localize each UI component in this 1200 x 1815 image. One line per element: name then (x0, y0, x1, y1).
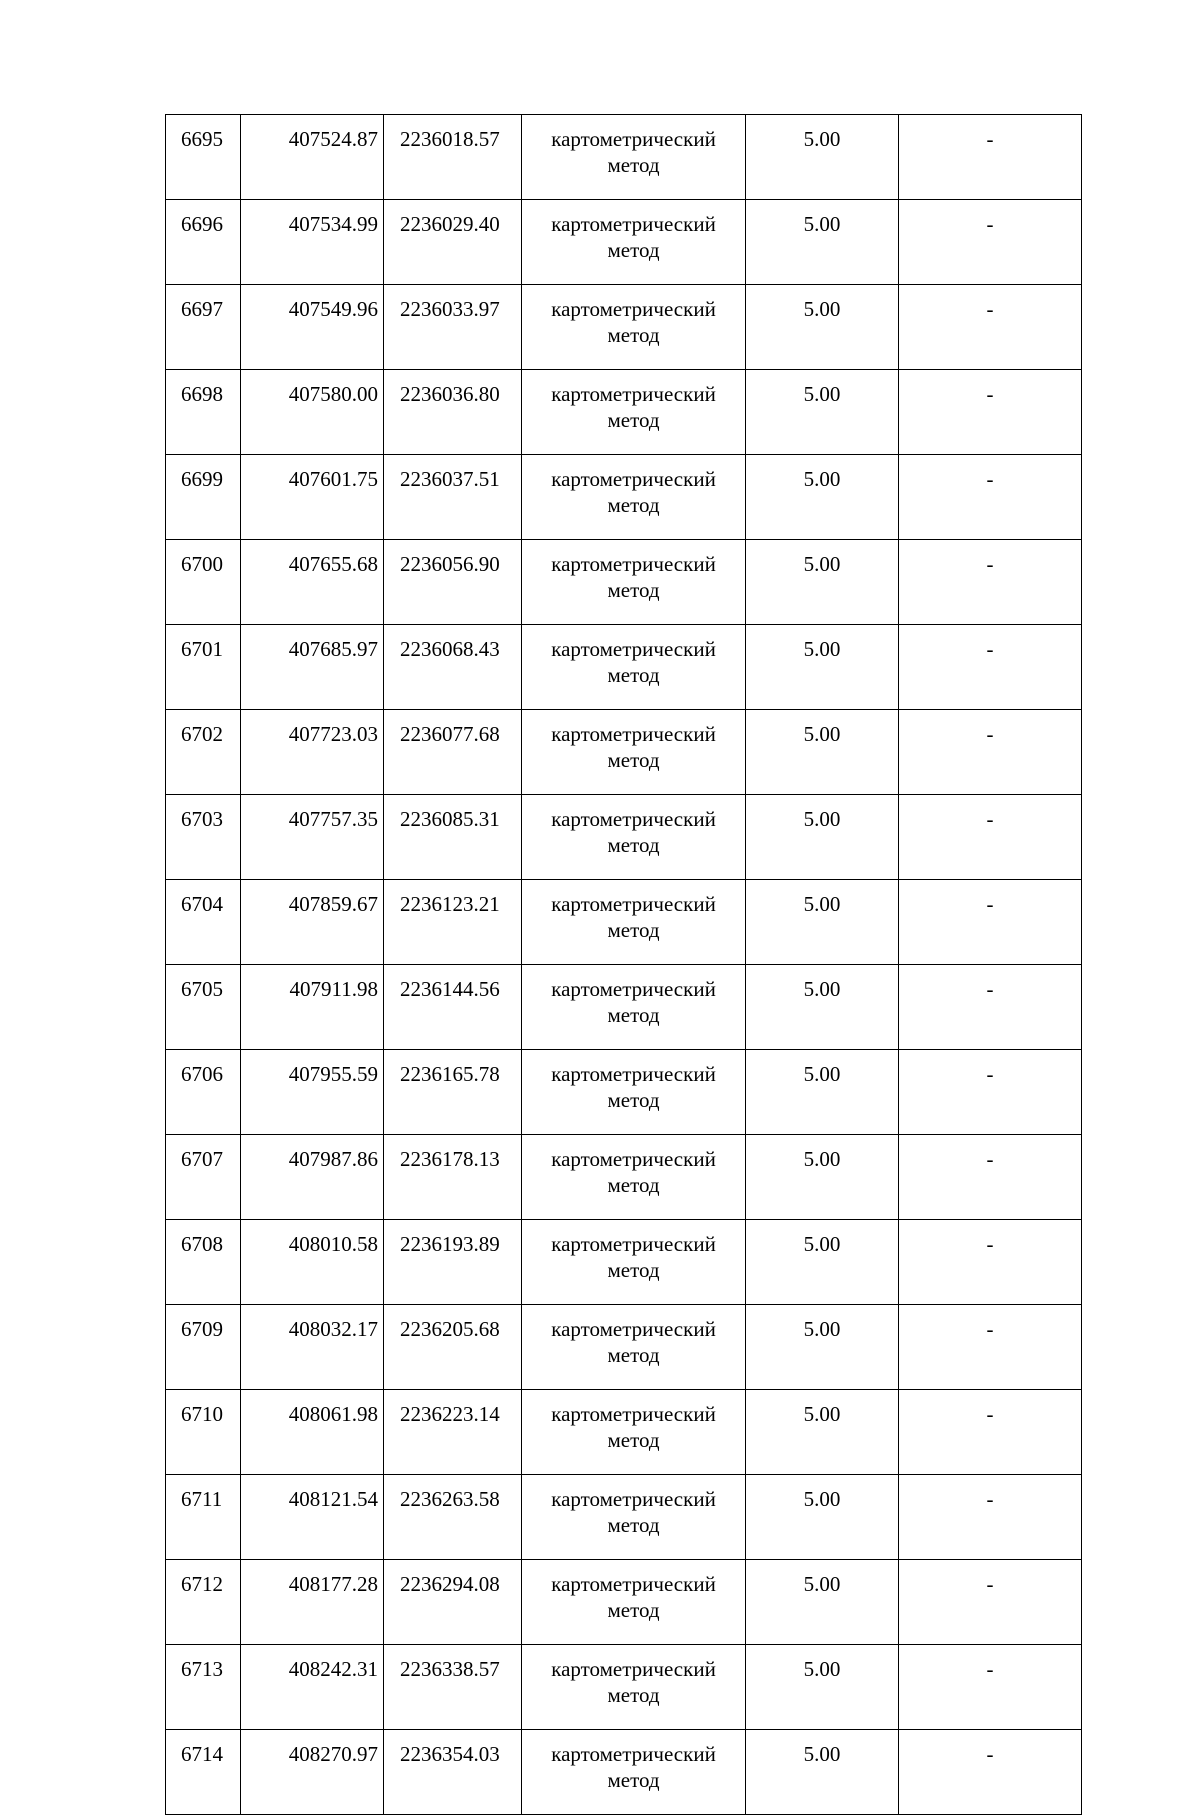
y-coordinate-cell: 2236029.40 (384, 200, 522, 285)
method-line-2: метод (607, 1003, 660, 1027)
table-row (166, 1645, 1082, 1730)
description-cell: - (899, 540, 1082, 625)
method-line-1: картометрический (551, 382, 716, 406)
table-row (166, 540, 1082, 625)
method-line-1: картометрический (551, 297, 716, 321)
y-coordinate-cell: 2236193.89 (384, 1220, 522, 1305)
point-number-cell: 6700 (166, 540, 241, 625)
method-line-1: картометрический (551, 467, 716, 491)
y-coordinate-cell: 2236338.57 (384, 1645, 522, 1730)
point-number-cell: 6705 (166, 965, 241, 1050)
method-line-2: метод (607, 493, 660, 517)
method-line-2: метод (607, 153, 660, 177)
x-coordinate-cell: 407580.00 (241, 370, 384, 455)
method-cell (522, 1475, 746, 1560)
method-line-1: картометрический (551, 1062, 716, 1086)
method-line-1: картометрический (551, 1317, 716, 1341)
x-coordinate-cell: 407911.98 (241, 965, 384, 1050)
accuracy-cell: 5.00 (746, 880, 899, 965)
x-coordinate-cell: 408010.58 (241, 1220, 384, 1305)
accuracy-cell: 5.00 (746, 710, 899, 795)
accuracy-cell: 5.00 (746, 965, 899, 1050)
y-coordinate-cell: 2236068.43 (384, 625, 522, 710)
accuracy-cell: 5.00 (746, 115, 899, 200)
x-coordinate-cell: 407859.67 (241, 880, 384, 965)
accuracy-cell: 5.00 (746, 1050, 899, 1135)
x-coordinate-cell: 407549.96 (241, 285, 384, 370)
method-cell (522, 1390, 746, 1475)
table-row (166, 1135, 1082, 1220)
y-coordinate-cell: 2236178.13 (384, 1135, 522, 1220)
y-coordinate-cell: 2236056.90 (384, 540, 522, 625)
description-cell: - (899, 710, 1082, 795)
y-coordinate-cell: 2236033.97 (384, 285, 522, 370)
method-line-2: метод (607, 323, 660, 347)
method-line-2: метод (607, 1683, 660, 1707)
table-row (166, 1050, 1082, 1135)
point-number-cell: 6712 (166, 1560, 241, 1645)
point-number-cell: 6707 (166, 1135, 241, 1220)
method-line-2: метод (607, 748, 660, 772)
accuracy-cell: 5.00 (746, 285, 899, 370)
method-line-2: метод (607, 1598, 660, 1622)
y-coordinate-cell: 2236085.31 (384, 795, 522, 880)
coordinates-table (165, 114, 1082, 1815)
y-coordinate-cell: 2236018.57 (384, 115, 522, 200)
y-coordinate-cell: 2236144.56 (384, 965, 522, 1050)
table-row (166, 795, 1082, 880)
accuracy-cell: 5.00 (746, 1220, 899, 1305)
method-cell (522, 1050, 746, 1135)
x-coordinate-cell: 407757.35 (241, 795, 384, 880)
method-cell (522, 710, 746, 795)
table-row (166, 625, 1082, 710)
point-number-cell: 6711 (166, 1475, 241, 1560)
y-coordinate-cell: 2236165.78 (384, 1050, 522, 1135)
method-cell (522, 1645, 746, 1730)
y-coordinate-cell: 2236294.08 (384, 1560, 522, 1645)
accuracy-cell: 5.00 (746, 200, 899, 285)
method-line-1: картометрический (551, 1572, 716, 1596)
x-coordinate-cell: 408242.31 (241, 1645, 384, 1730)
description-cell: - (899, 880, 1082, 965)
y-coordinate-cell: 2236036.80 (384, 370, 522, 455)
point-number-cell: 6699 (166, 455, 241, 540)
method-cell (522, 625, 746, 710)
description-cell: - (899, 1390, 1082, 1475)
description-cell: - (899, 370, 1082, 455)
point-number-cell: 6703 (166, 795, 241, 880)
method-cell (522, 370, 746, 455)
table-row (166, 965, 1082, 1050)
description-cell: - (899, 965, 1082, 1050)
method-line-2: метод (607, 238, 660, 262)
method-cell (522, 1220, 746, 1305)
method-cell (522, 115, 746, 200)
description-cell: - (899, 1135, 1082, 1220)
point-number-cell: 6714 (166, 1730, 241, 1815)
table-row (166, 1560, 1082, 1645)
point-number-cell: 6702 (166, 710, 241, 795)
description-cell: - (899, 455, 1082, 540)
method-line-1: картометрический (551, 552, 716, 576)
accuracy-cell: 5.00 (746, 540, 899, 625)
description-cell: - (899, 1645, 1082, 1730)
point-number-cell: 6704 (166, 880, 241, 965)
description-cell: - (899, 1730, 1082, 1815)
method-line-2: метод (607, 1173, 660, 1197)
method-cell (522, 1730, 746, 1815)
accuracy-cell: 5.00 (746, 370, 899, 455)
x-coordinate-cell: 407601.75 (241, 455, 384, 540)
table-row (166, 370, 1082, 455)
point-number-cell: 6706 (166, 1050, 241, 1135)
method-line-1: картометрический (551, 1742, 716, 1766)
x-coordinate-cell: 407534.99 (241, 200, 384, 285)
point-number-cell: 6710 (166, 1390, 241, 1475)
x-coordinate-cell: 408177.28 (241, 1560, 384, 1645)
description-cell: - (899, 115, 1082, 200)
method-cell (522, 1305, 746, 1390)
y-coordinate-cell: 2236077.68 (384, 710, 522, 795)
table-row (166, 285, 1082, 370)
method-cell (522, 540, 746, 625)
method-line-2: метод (607, 663, 660, 687)
point-number-cell: 6709 (166, 1305, 241, 1390)
accuracy-cell: 5.00 (746, 1475, 899, 1560)
method-line-1: картометрический (551, 977, 716, 1001)
method-line-2: метод (607, 833, 660, 857)
y-coordinate-cell: 2236263.58 (384, 1475, 522, 1560)
table-row (166, 115, 1082, 200)
accuracy-cell: 5.00 (746, 1135, 899, 1220)
point-number-cell: 6701 (166, 625, 241, 710)
x-coordinate-cell: 407723.03 (241, 710, 384, 795)
method-cell (522, 880, 746, 965)
method-cell (522, 1135, 746, 1220)
method-line-1: картометрический (551, 1232, 716, 1256)
accuracy-cell: 5.00 (746, 795, 899, 880)
accuracy-cell: 5.00 (746, 1560, 899, 1645)
accuracy-cell: 5.00 (746, 455, 899, 540)
y-coordinate-cell: 2236354.03 (384, 1730, 522, 1815)
method-line-2: метод (607, 1258, 660, 1282)
method-line-2: метод (607, 1428, 660, 1452)
method-line-2: метод (607, 578, 660, 602)
description-cell: - (899, 1305, 1082, 1390)
method-line-2: метод (607, 918, 660, 942)
table-row (166, 710, 1082, 795)
table-row (166, 1475, 1082, 1560)
method-line-1: картометрический (551, 212, 716, 236)
x-coordinate-cell: 408270.97 (241, 1730, 384, 1815)
method-cell (522, 285, 746, 370)
x-coordinate-cell: 407524.87 (241, 115, 384, 200)
method-line-2: метод (607, 1513, 660, 1537)
point-number-cell: 6695 (166, 115, 241, 200)
y-coordinate-cell: 2236037.51 (384, 455, 522, 540)
x-coordinate-cell: 408061.98 (241, 1390, 384, 1475)
description-cell: - (899, 285, 1082, 370)
point-number-cell: 6698 (166, 370, 241, 455)
coordinates-table-body (166, 115, 1082, 1815)
description-cell: - (899, 625, 1082, 710)
x-coordinate-cell: 407955.59 (241, 1050, 384, 1135)
table-row (166, 200, 1082, 285)
method-cell (522, 200, 746, 285)
method-line-2: метод (607, 408, 660, 432)
point-number-cell: 6696 (166, 200, 241, 285)
method-line-1: картометрический (551, 722, 716, 746)
table-row (166, 1220, 1082, 1305)
method-cell (522, 965, 746, 1050)
method-line-1: картометрический (551, 127, 716, 151)
table-row (166, 1390, 1082, 1475)
method-cell (522, 795, 746, 880)
x-coordinate-cell: 407685.97 (241, 625, 384, 710)
accuracy-cell: 5.00 (746, 625, 899, 710)
point-number-cell: 6697 (166, 285, 241, 370)
description-cell: - (899, 795, 1082, 880)
x-coordinate-cell: 408121.54 (241, 1475, 384, 1560)
description-cell: - (899, 1050, 1082, 1135)
point-number-cell: 6713 (166, 1645, 241, 1730)
method-line-1: картометрический (551, 1147, 716, 1171)
point-number-cell: 6708 (166, 1220, 241, 1305)
table-row (166, 1730, 1082, 1815)
method-line-2: метод (607, 1088, 660, 1112)
accuracy-cell: 5.00 (746, 1730, 899, 1815)
method-line-1: картометрический (551, 892, 716, 916)
table-row (166, 1305, 1082, 1390)
y-coordinate-cell: 2236123.21 (384, 880, 522, 965)
accuracy-cell: 5.00 (746, 1305, 899, 1390)
table-row (166, 880, 1082, 965)
method-line-2: метод (607, 1768, 660, 1792)
table-row (166, 455, 1082, 540)
description-cell: - (899, 1220, 1082, 1305)
description-cell: - (899, 1560, 1082, 1645)
y-coordinate-cell: 2236205.68 (384, 1305, 522, 1390)
description-cell: - (899, 200, 1082, 285)
accuracy-cell: 5.00 (746, 1645, 899, 1730)
method-line-1: картометрический (551, 1657, 716, 1681)
x-coordinate-cell: 407655.68 (241, 540, 384, 625)
accuracy-cell: 5.00 (746, 1390, 899, 1475)
method-line-1: картометрический (551, 807, 716, 831)
method-line-1: картометрический (551, 1402, 716, 1426)
method-line-1: картометрический (551, 1487, 716, 1511)
method-cell (522, 1560, 746, 1645)
method-cell (522, 455, 746, 540)
description-cell: - (899, 1475, 1082, 1560)
method-line-1: картометрический (551, 637, 716, 661)
x-coordinate-cell: 408032.17 (241, 1305, 384, 1390)
y-coordinate-cell: 2236223.14 (384, 1390, 522, 1475)
method-line-2: метод (607, 1343, 660, 1367)
x-coordinate-cell: 407987.86 (241, 1135, 384, 1220)
